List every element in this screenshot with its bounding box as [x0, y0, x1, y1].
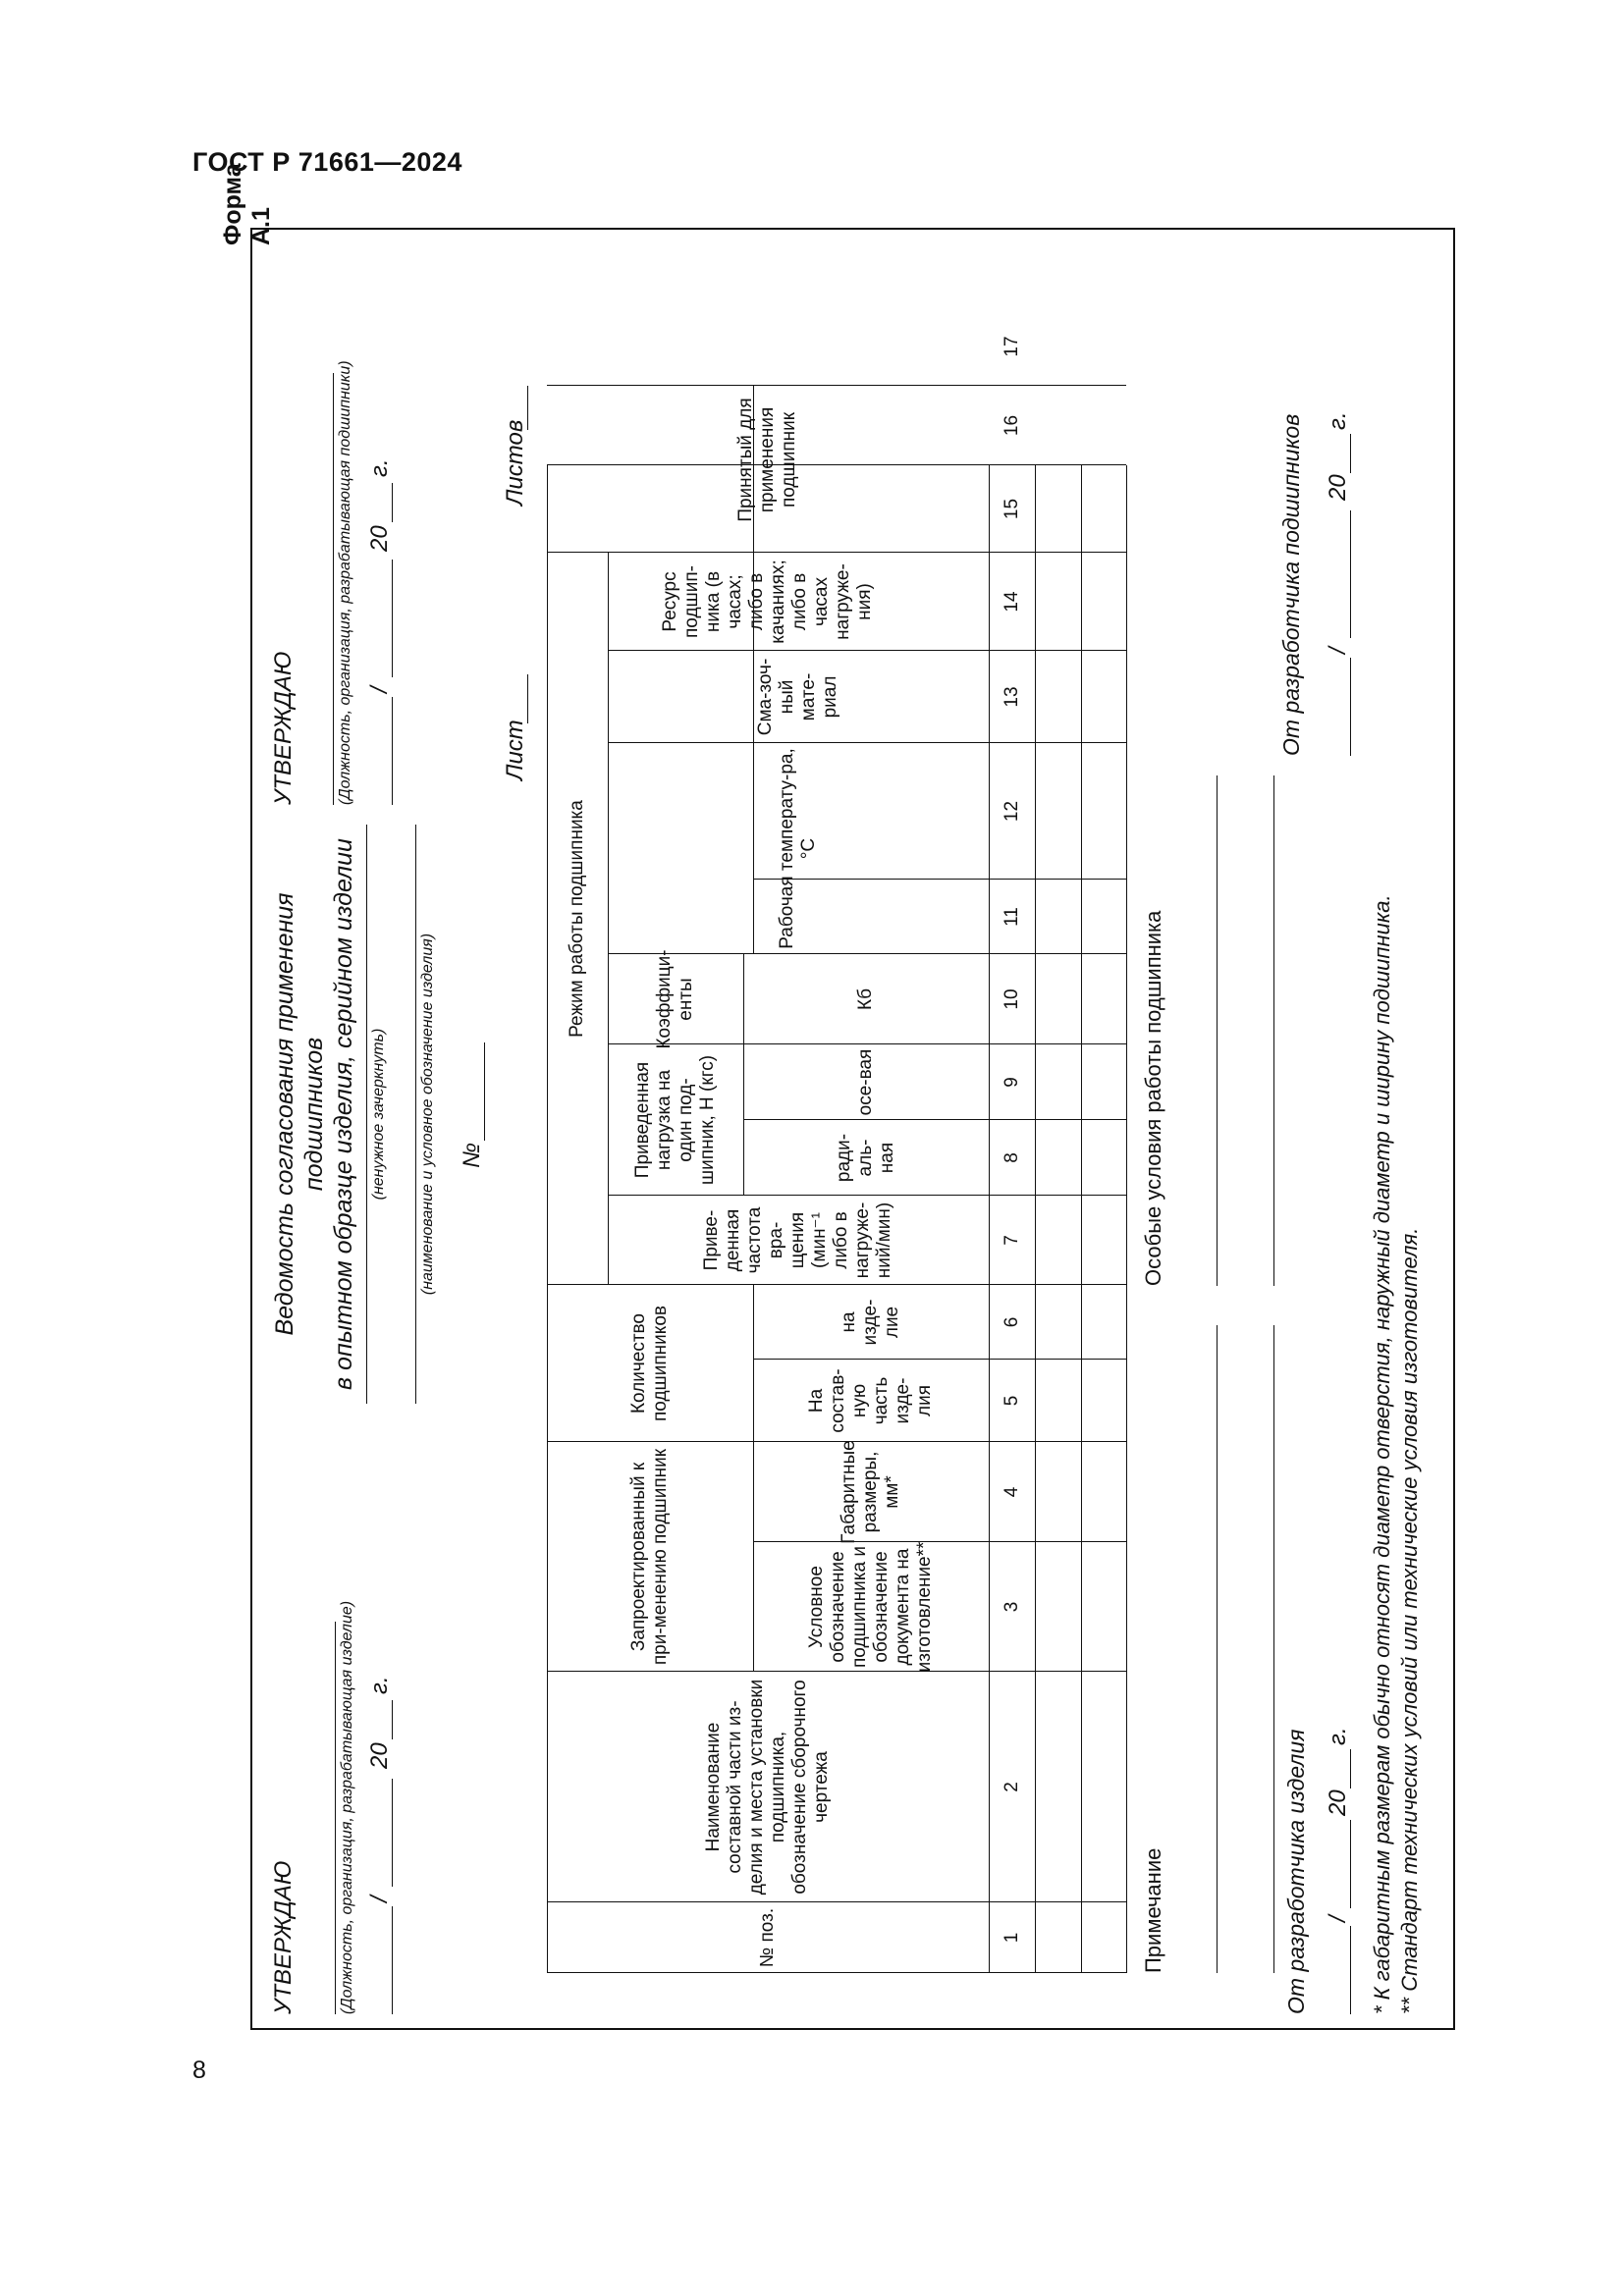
page-number: 8 — [192, 2056, 206, 2084]
approve-left-line — [335, 1622, 336, 2014]
header-temperature: Рабочая температу-ра, °C — [777, 748, 819, 949]
col-number: 8 — [1001, 1152, 1022, 1163]
special-conditions-label: Особые условия работы подшипника — [1141, 910, 1165, 1286]
header-designed-code: Условное обозначение подшипника и обозначение документа на изготовление** — [806, 1541, 935, 1673]
col-number: 1 — [1001, 1932, 1022, 1944]
signature-right-label: От разработчика подшипников — [1278, 413, 1304, 756]
col-number: 10 — [1001, 988, 1022, 1010]
approve-left-sign-line — [392, 1906, 393, 2014]
signature-right-slash: / — [1325, 647, 1351, 654]
statement-name-caption: (наименование и условное обозначение изделия) — [419, 933, 436, 1296]
header-frequency: Приве-денная частота вра-щения (мин⁻¹ либо в нагруже-ний/мин) — [701, 1201, 894, 1279]
footnote-1: * К габаритным размерам обычно относят диаметр отверстия, наружный диаметр и ширину подшипника. — [1370, 894, 1394, 2014]
header-pos: № поз. — [757, 1907, 778, 1968]
header-resource: Ресурс подшип-ника (в часах; либо в качаниях; либо в часах нагруже-ния) — [660, 560, 875, 644]
col-number: 13 — [1001, 686, 1022, 708]
header-load-axial: осе-вая — [855, 1048, 876, 1116]
approve-left-year-suffix: г. — [366, 1676, 393, 1694]
approve-right-year-line — [392, 483, 393, 522]
approve-right-year-suffix: г. — [366, 458, 393, 477]
col-number: 5 — [1001, 1395, 1022, 1407]
signature-left-slash: / — [1325, 1915, 1351, 1922]
note-line-2 — [1273, 1325, 1274, 1973]
approve-right-slash: / — [366, 686, 393, 693]
header-quantity-item: на изде-лие — [839, 1299, 902, 1346]
approve-left-slash: / — [366, 1896, 393, 1902]
header-load-radial: ради-аль-ная — [834, 1133, 897, 1183]
special-line-2 — [1273, 775, 1274, 1286]
header-component-name: Наименование составной части из-делия и места установки подшипника, обозначение сборочного чертежа — [703, 1679, 832, 1896]
approve-left-name-line — [392, 1779, 393, 1887]
col-number: 17 — [1001, 336, 1022, 357]
approve-right-sign-line — [392, 697, 393, 805]
sheet-line — [527, 674, 528, 723]
document-header: ГОСТ Р 71661—2024 — [192, 147, 462, 177]
signature-right-name-line — [1350, 510, 1351, 638]
table-border-bottom — [1126, 465, 1127, 1973]
form-frame — [250, 228, 1455, 2030]
signature-right-line — [1350, 658, 1351, 756]
header-quantity-part: На состав-ную часть изде-лия — [806, 1368, 935, 1433]
statement-number-sign: № — [459, 1143, 485, 1168]
header-accepted: Принятый для применения подшипник — [735, 398, 799, 522]
header-designed-dims: Габаритные размеры, мм* — [839, 1440, 902, 1544]
sheets-total-line — [527, 386, 528, 430]
sheet-label: Лист — [502, 720, 528, 780]
col-number: 15 — [1001, 498, 1022, 520]
header-operating-mode: Режим работы подшипника — [567, 800, 587, 1038]
col-number: 12 — [1001, 800, 1022, 823]
signature-left-name-line — [1350, 1820, 1351, 1908]
header-designed-bearing: Запроектированный к при-менению подшипник — [628, 1448, 671, 1666]
note-line-1 — [1217, 1325, 1218, 1973]
signature-right-year: 20 — [1325, 474, 1351, 501]
header-coef-kb: Кб — [855, 988, 876, 1010]
form-label: Форма А.1 — [219, 163, 275, 245]
approve-right-caption: (Должность, организация, разрабатывающая подшипники) — [337, 360, 353, 805]
signature-left-label: От разработчика изделия — [1283, 1729, 1309, 2014]
approve-left-caption: (Должность, организация, разрабатывающая изделие) — [339, 1600, 355, 2014]
approve-left-year-line — [392, 1700, 393, 1739]
signature-right-year-suffix: г. — [1325, 411, 1351, 430]
col-number: 3 — [1001, 1601, 1022, 1613]
col-number: 2 — [1001, 1782, 1022, 1792]
statement-line1: Ведомость согласования применения — [271, 892, 298, 1336]
grid-line — [1035, 465, 1036, 1973]
statement-product-line — [366, 825, 367, 1404]
special-line-1 — [1217, 775, 1218, 1286]
header-coefficients: Коэффици-енты — [654, 949, 696, 1049]
approve-right-title: УТВЕРЖДАЮ — [270, 651, 297, 805]
sheets-total-label: Листов — [502, 419, 528, 506]
statement-line3: в опытном образце изделия, серийном изделии — [330, 838, 357, 1390]
signature-left-year-line — [1350, 1749, 1351, 1789]
statement-number-line — [484, 1042, 485, 1141]
col-number: 4 — [1001, 1486, 1022, 1498]
signature-left-year: 20 — [1325, 1789, 1351, 1816]
signature-left-year-suffix: г. — [1325, 1727, 1351, 1745]
col-number: 9 — [1001, 1077, 1022, 1088]
statement-strike-caption: (ненужное зачеркнуть) — [370, 1028, 387, 1201]
statement-line2: подшипников — [300, 1037, 328, 1192]
approve-left-year: 20 — [366, 1742, 393, 1769]
approve-right-year: 20 — [366, 525, 393, 552]
statement-title — [270, 815, 358, 1414]
header-lubricant: Сма-зоч-ный мате-риал — [755, 658, 840, 736]
col-number: 6 — [1001, 1316, 1022, 1328]
footnote-2: ** Стандарт технических условий или технические условия изготовителя. — [1397, 1227, 1422, 2014]
grid-line — [1081, 465, 1082, 1973]
approve-right-line — [333, 373, 334, 805]
col-number: 7 — [1001, 1235, 1022, 1246]
note-label: Примечание — [1141, 1847, 1165, 1973]
header-quantity: Количество подшипников — [628, 1306, 671, 1421]
header-load: Приведенная нагрузка на один под-шипник, Н (кгс) — [632, 1054, 718, 1186]
signature-left-line — [1350, 1926, 1351, 2014]
signature-right-year-line — [1350, 434, 1351, 473]
statement-name-line — [415, 825, 416, 1404]
bearings-table — [547, 336, 1126, 1973]
col-number: 14 — [1001, 591, 1022, 613]
rotated-form — [252, 230, 1455, 2030]
approve-left-title: УТВЕРЖДАЮ — [270, 1860, 297, 2014]
col-number: 11 — [1001, 907, 1022, 927]
col-number: 16 — [1001, 414, 1022, 437]
approve-right-name-line — [392, 560, 393, 677]
